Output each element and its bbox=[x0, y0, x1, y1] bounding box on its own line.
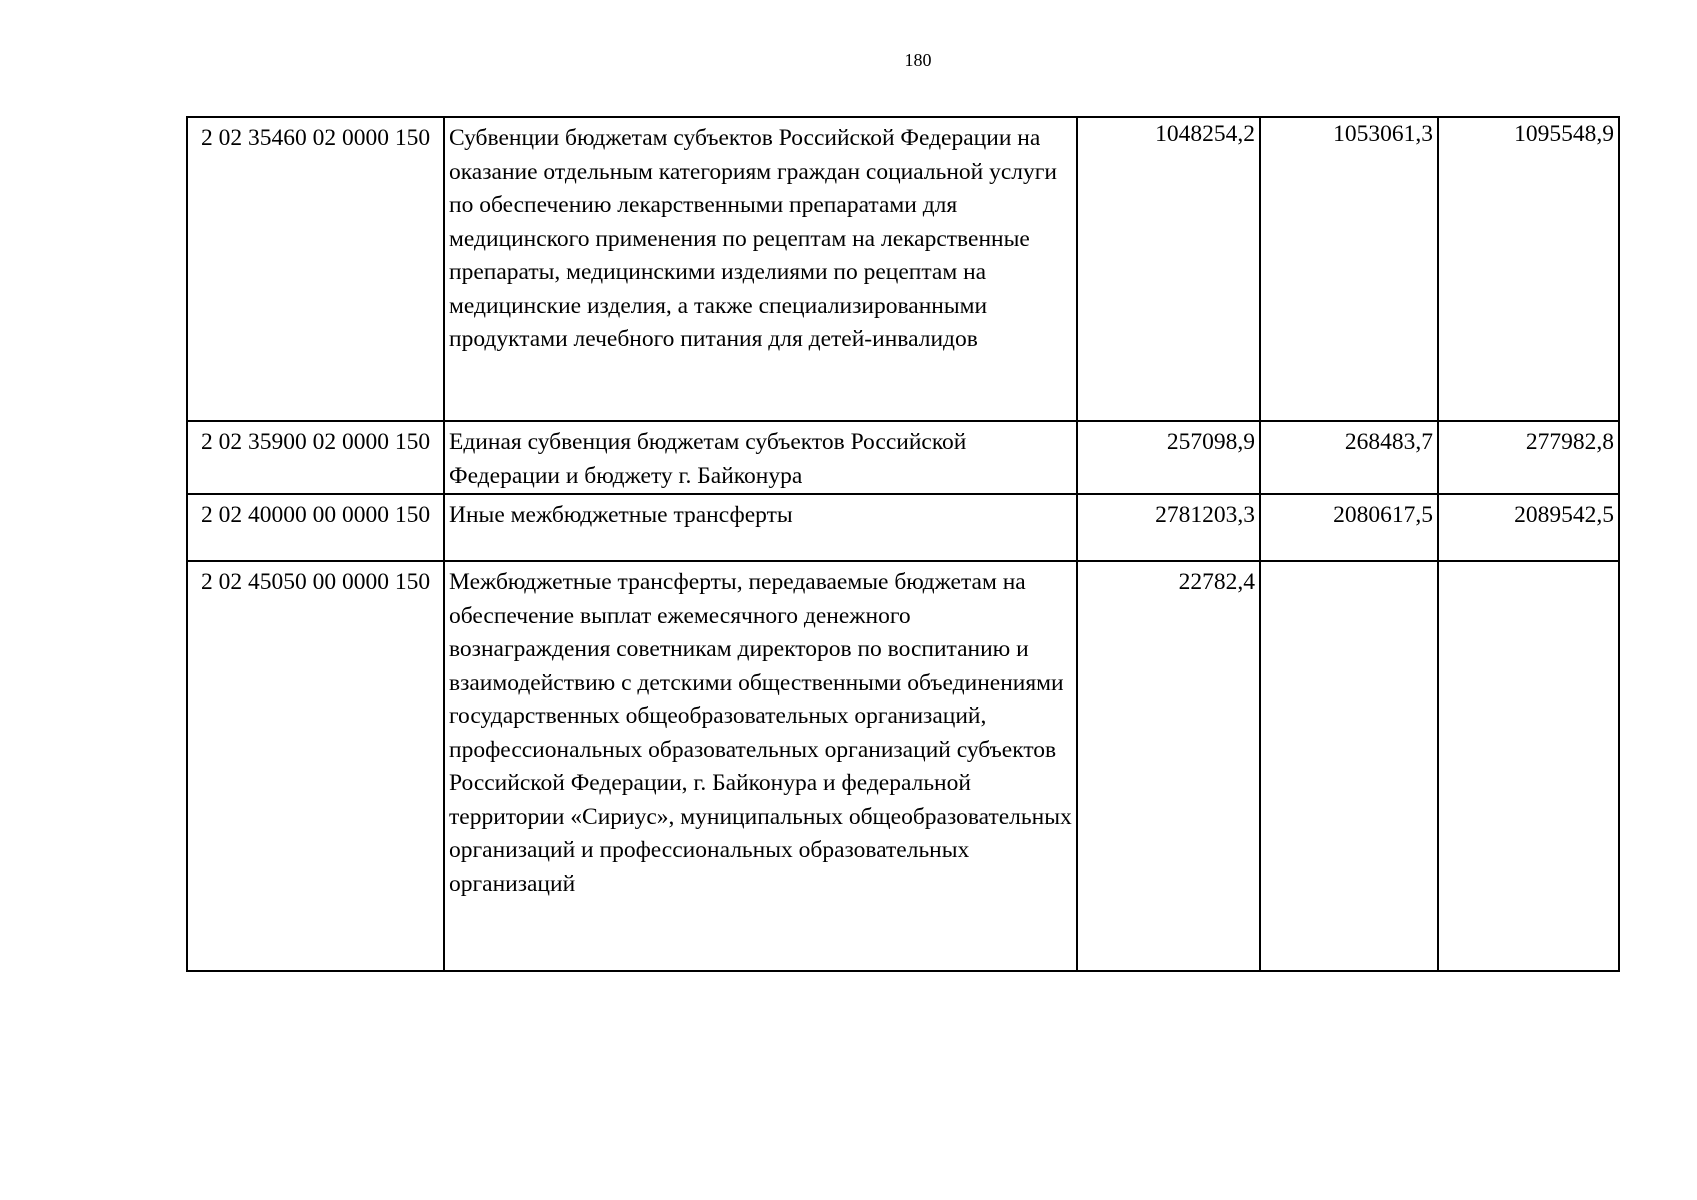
year2-amount-cell bbox=[1260, 561, 1438, 971]
budget-code-cell: 2 02 40000 00 0000 150 bbox=[187, 494, 444, 561]
revenue-name-cell: Субвенции бюджетам субъектов Российской Федерации на оказание отдельным категориям граждан социальной услуги по обеспечению лекарственными препаратами для медицинского применения по рецептам на лекарственные препараты, медицинскими изделиями по рецептам на медицинские изделия, а также специализированными продуктами лечебного питания для детей-инвалидов bbox=[444, 117, 1077, 421]
year2-amount-cell: 268483,7 bbox=[1260, 421, 1438, 494]
budget-table bbox=[186, 116, 1620, 972]
budget-code-cell: 2 02 45050 00 0000 150 bbox=[187, 561, 444, 971]
table-row bbox=[187, 117, 1619, 421]
table-row bbox=[187, 494, 1619, 561]
year3-amount-cell: 2089542,5 bbox=[1438, 494, 1619, 561]
year2-amount-cell: 2080617,5 bbox=[1260, 494, 1438, 561]
year1-amount-cell: 22782,4 bbox=[1077, 561, 1260, 971]
year3-amount-cell bbox=[1438, 561, 1619, 971]
page-number: 180 bbox=[904, 50, 932, 70]
table-row bbox=[187, 561, 1619, 971]
revenue-name-cell: Межбюджетные трансферты, передаваемые бюджетам на обеспечение выплат ежемесячного денежного вознаграждения советникам директоров по воспитанию и взаимодействию с детскими общественными объединениями государственных общеобразовательных организаций, профессиональных образовательных организаций субъектов Российской Федерации, г. Байконура и федеральной территории «Сириус», муниципальных общеобразовательных организаций и профессиональных образовательных организаций bbox=[444, 561, 1077, 971]
budget-code-cell: 2 02 35900 02 0000 150 bbox=[187, 421, 444, 494]
revenue-name-cell: Иные межбюджетные трансферты bbox=[444, 494, 1077, 561]
year1-amount-cell: 2781203,3 bbox=[1077, 494, 1260, 561]
year3-amount-cell: 1095548,9 bbox=[1438, 117, 1619, 421]
budget-code-cell: 2 02 35460 02 0000 150 bbox=[187, 117, 444, 421]
year2-amount-cell: 1053061,3 bbox=[1260, 117, 1438, 421]
year1-amount-cell: 257098,9 bbox=[1077, 421, 1260, 494]
table-row bbox=[187, 421, 1619, 494]
year3-amount-cell: 277982,8 bbox=[1438, 421, 1619, 494]
revenue-name-cell: Единая субвенция бюджетам субъектов Российской Федерации и бюджету г. Байконура bbox=[444, 421, 1077, 494]
year1-amount-cell: 1048254,2 bbox=[1077, 117, 1260, 421]
